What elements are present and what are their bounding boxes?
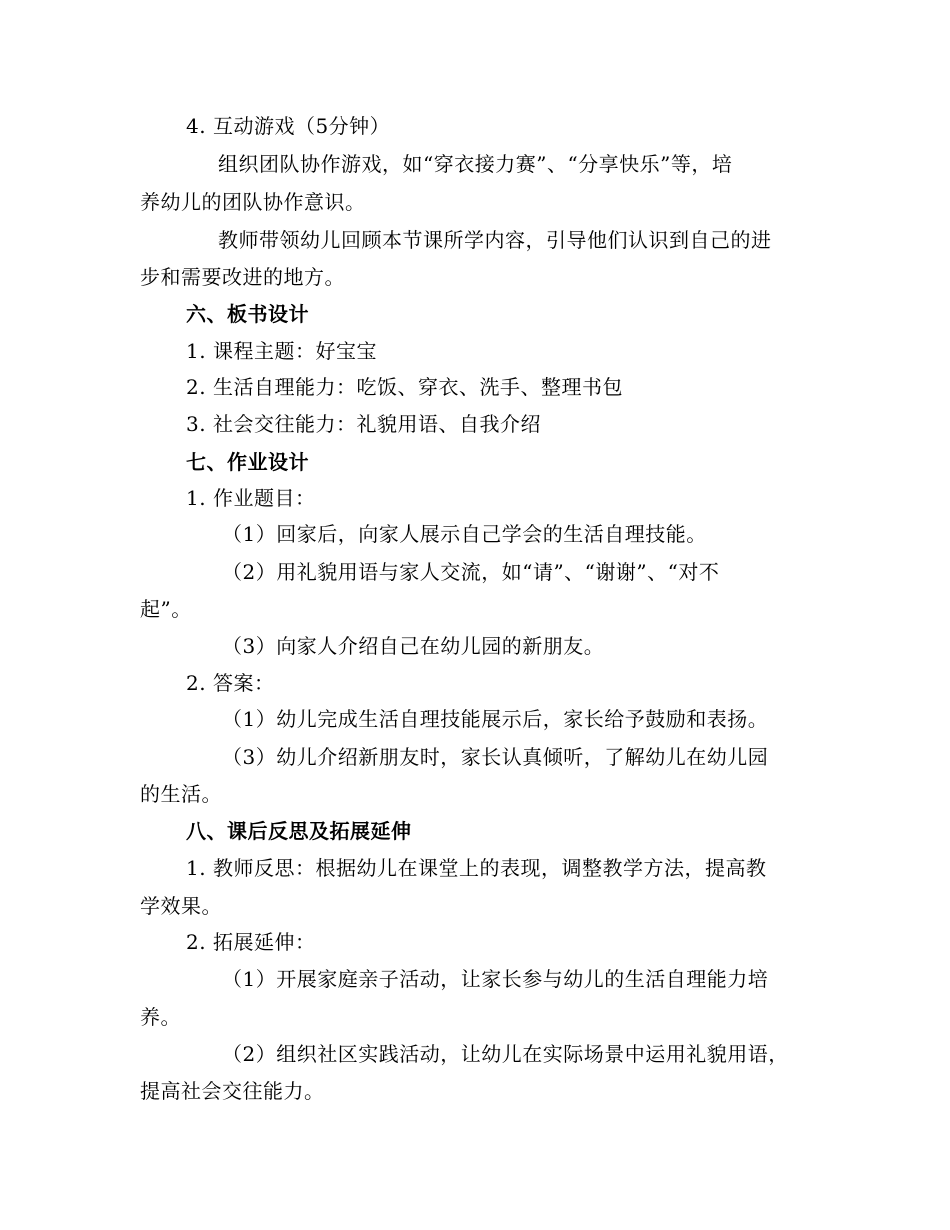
sub-list-item-continuation: 养。	[140, 1005, 181, 1029]
section-heading-homework: 七、作业设计	[186, 450, 309, 474]
list-item: 2. 答案：	[186, 671, 275, 695]
sub-list-item: （3）向家人介绍自己在幼儿园的新朋友。	[222, 634, 605, 658]
paragraph-line: 养幼儿的团队协作意识。	[140, 190, 366, 214]
sub-list-item-continuation: 的生活。	[140, 782, 222, 806]
section-heading-reflection: 八、课后反思及拓展延伸	[186, 819, 412, 843]
list-item: 1. 课程主题：好宝宝	[186, 339, 377, 363]
list-item: 2. 生活自理能力：吃饭、穿衣、洗手、整理书包	[186, 375, 623, 399]
list-item-interactive-game: 4. 互动游戏（5分钟）	[186, 114, 391, 138]
paragraph-line: 组织团队协作游戏，如“穿衣接力赛”、“分享快乐”等，培	[218, 152, 733, 176]
sub-list-item: （2）组织社区实践活动，让幼儿在实际场景中运用礼貌用语，	[222, 1042, 789, 1066]
paragraph-line: 步和需要改进的地方。	[140, 265, 345, 289]
section-heading-board-design: 六、板书设计	[186, 302, 309, 326]
list-item: 2. 拓展延伸：	[186, 930, 316, 954]
sub-list-item: （1）回家后，向家人展示自己学会的生活自理技能。	[222, 522, 707, 546]
sub-list-item: （2）用礼貌用语与家人交流，如“请”、“谢谢”、“对不	[222, 560, 720, 584]
sub-list-item-continuation: 起”。	[140, 597, 192, 621]
list-item: 1. 作业题目：	[186, 486, 316, 510]
sub-list-item: （1）开展家庭亲子活动，让家长参与幼儿的生活自理能力培	[222, 967, 769, 991]
list-item: 3. 社会交往能力：礼貌用语、自我介绍	[186, 412, 541, 436]
sub-list-item: （3）幼儿介绍新朋友时，家长认真倾听，了解幼儿在幼儿园	[222, 745, 769, 769]
sub-list-item: （1）幼儿完成生活自理技能展示后，家长给予鼓励和表扬。	[222, 707, 769, 731]
list-item-continuation: 学效果。	[140, 894, 222, 918]
sub-list-item-continuation: 提高社会交往能力。	[140, 1079, 325, 1103]
list-item: 1. 教师反思：根据幼儿在课堂上的表现，调整教学方法，提高教	[186, 856, 767, 880]
paragraph-line: 教师带领幼儿回顾本节课所学内容，引导他们认识到自己的进	[218, 228, 772, 252]
